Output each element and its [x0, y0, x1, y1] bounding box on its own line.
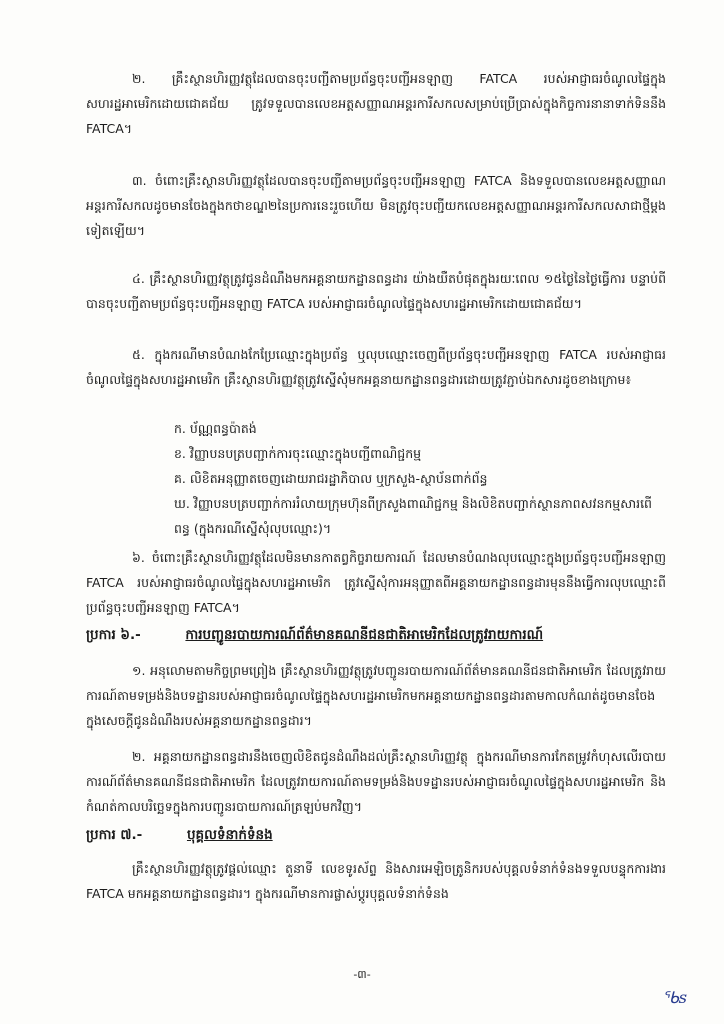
paragraph-3: ៣. ចំពោះគ្រឹះស្ថានហិរញ្ញវត្ថុដែលបានចុះបញ្ជីតាមប្រព័ន្ធចុះបញ្ជីអនឡាញ FATCA និងទទួលបានលេខអត្តសញ្ញាណអន្តរការីសកលដូចមានចែងក្នុងកថាខណ្ឌ២នៃប្រការនេះរួចហើយ មិនត្រូវចុះបញ្ជីយកលេខអត្តសញ្ញាណអន្តរការីសកលសាជាថ្មីម្តងទៀតឡើយ។ — [86, 173, 666, 238]
paragraph-4: ៤. គ្រឹះស្ថានហិរញ្ញវត្ថុត្រូវជូនដំណឹងមកអគ្គនាយកដ្ឋានពន្ធដារ យ៉ាងយឺតបំផុតក្នុងរយៈពេល ១៥ថ្ងៃនៃថ្ងៃធ្វើការ បន្ទាប់ពីបានចុះបញ្ជីតាមប្រព័ន្ធចុះបញ្ជីអនឡាញ FATCA របស់អាជ្ញាធរចំណូលផ្ទៃក្នុងសហរដ្ឋអាមេរិកដោយជោគជ័យ។ — [86, 271, 666, 311]
article-6-heading — [86, 622, 686, 648]
paragraph-6: ៦. ចំពោះគ្រឹះស្ថានហិរញ្ញវត្ថុដែលមិនមានកាតព្វកិច្ចរាយការណ៍ ដែលមានបំណងលុបឈ្មោះក្នុងប្រព័ន្ធចុះបញ្ជីអនឡាញ FATCA របស់អាជ្ញាធរចំណូលផ្ទៃក្នុងសហរដ្ឋអាមេរិក ត្រូវស្នើសុំការអនុញ្ញាតពីអគ្គនាយកដ្ឋានពន្ធដារមុននឹងធ្វើការលុបឈ្មោះពីប្រព័ន្ធចុះបញ្ជីអនឡាញ FATCA។ — [86, 550, 666, 615]
list-item-kho: ឃ. វិញ្ញាបនបត្របញ្ជាក់ការរំលាយក្រុមហ៊ុនពីក្រសួងពាណិជ្ជកម្ម និងលិខិតបញ្ជាក់ស្ថានភាពសវនកម្មសារពើពន្ធ (ក្នុងករណីស្នើសុំលុបឈ្មោះ)។ — [174, 496, 652, 536]
article-6-title: ការបញ្ជូនរបាយការណ៍ព័ត៌មានគណនីជនជាតិអាមេរិកដែលត្រូវរាយការណ៍ — [185, 627, 544, 643]
list-item-ka: ក. ប័ណ្ណពន្ធប៉ាតង់ — [174, 421, 257, 436]
article-7-heading — [86, 822, 686, 848]
article-7-title: បុគ្គលទំនាក់ទំនង — [186, 827, 273, 843]
article-6-paragraph-2: ២. អគ្គនាយកដ្ឋានពន្ធដារនឹងចេញលិខិតជូនដំណឹងដល់គ្រឹះស្ថានហិរញ្ញវត្ថុ ក្នុងករណីមានការកែតម្រូវកំហុសលើរបាយការណ៍ព័ត៌មានគណនីជនជាតិអាមេរិក ដែលត្រូវរាយការណ៍តាមទម្រង់និងបទដ្ឋានរបស់អាជ្ញាធរចំណូលផ្ទៃក្នុងសហរដ្ឋអាមេរិក និងកំណត់កាលបរិច្ឆេទក្នុងការបញ្ជូនរបាយការណ៍ត្រឡប់មកវិញ។ — [86, 749, 666, 814]
initials-signature: ᖃꜱ — [662, 988, 687, 1007]
paragraph-2: ២. គ្រឹះស្ថានហិរញ្ញវត្ថុដែលបានចុះបញ្ជីតាមប្រព័ន្ធចុះបញ្ជីអនឡាញ FATCA របស់អាជ្ញាធរចំណូលផ្ទៃក្នុងសហរដ្ឋអាមេរិកដោយជោគជ័យ ត្រូវទទួលបានលេខអត្តសញ្ញាណអន្តរការីសកលសម្រាប់ប្រើប្រាស់ក្នុងកិច្ចការនានាទាក់ទិននឹង FATCA។ — [86, 71, 666, 136]
page-number: -៣- — [353, 968, 371, 981]
paragraph-5: ៥. ក្នុងករណីមានបំណងកែប្រែឈ្មោះក្នុងប្រព័ន្ធ ឬលុបឈ្មោះចេញពីប្រព័ន្ធចុះបញ្ជីអនឡាញ FATCA របស់អាជ្ញាធរចំណូលផ្ទៃក្នុងសហរដ្ឋអាមេរិក គ្រឹះស្ថានហិរញ្ញវត្ថុត្រូវស្នើសុំមកអគ្គនាយកដ្ឋានពន្ធដារដោយត្រូវភ្ជាប់ឯកសារដូចខាងក្រោម៖ — [86, 347, 666, 387]
list-item-ko: គ. លិខិតអនុញ្ញាតចេញដោយរាជរដ្ឋាភិបាល ឬក្រសួង-ស្ថាប័នពាក់ព័ន្ធ — [174, 471, 488, 486]
list-item-kha: ខ. វិញ្ញាបនបត្របញ្ជាក់ការចុះឈ្មោះក្នុងបញ្ជីពាណិជ្ជកម្ម — [174, 446, 422, 461]
article-7-paragraph-1: គ្រឹះស្ថានហិរញ្ញវត្ថុត្រូវផ្តល់ឈ្មោះ តួនាទី លេខទូរស័ព្ទ និងសារអេឡិចត្រូនិករបស់បុគ្គលទំនាក់ទំនងទទួលបន្ទុកការងារ FATCA មកអគ្គនាយកដ្ឋានពន្ធដារ។ ក្នុងករណីមានការផ្លាស់ប្តូរបុគ្គលទំនាក់ទំនង — [86, 861, 666, 901]
article-6-paragraph-1: ១. អនុលោមតាមកិច្ចព្រមព្រៀង គ្រឹះស្ថានហិរញ្ញវត្ថុត្រូវបញ្ជូនរបាយការណ៍ព័ត៌មានគណនីជនជាតិអាមេរិក ដែលត្រូវរាយការណ៍តាមទម្រង់និងបទដ្ឋានរបស់អាជ្ញាធរចំណូលផ្ទៃក្នុងសហរដ្ឋអាមេរិកមកអគ្គនាយកដ្ឋានពន្ធដារតាមកាលកំណត់ដូចមានចែងក្នុងសេចក្តីជូនដំណឹងរបស់អគ្គនាយកដ្ឋានពន្ធដារ។ — [86, 663, 666, 728]
article-6-label: ប្រការ ៦.- — [86, 627, 141, 643]
article-7-label: ប្រការ ៧.- — [86, 827, 143, 843]
